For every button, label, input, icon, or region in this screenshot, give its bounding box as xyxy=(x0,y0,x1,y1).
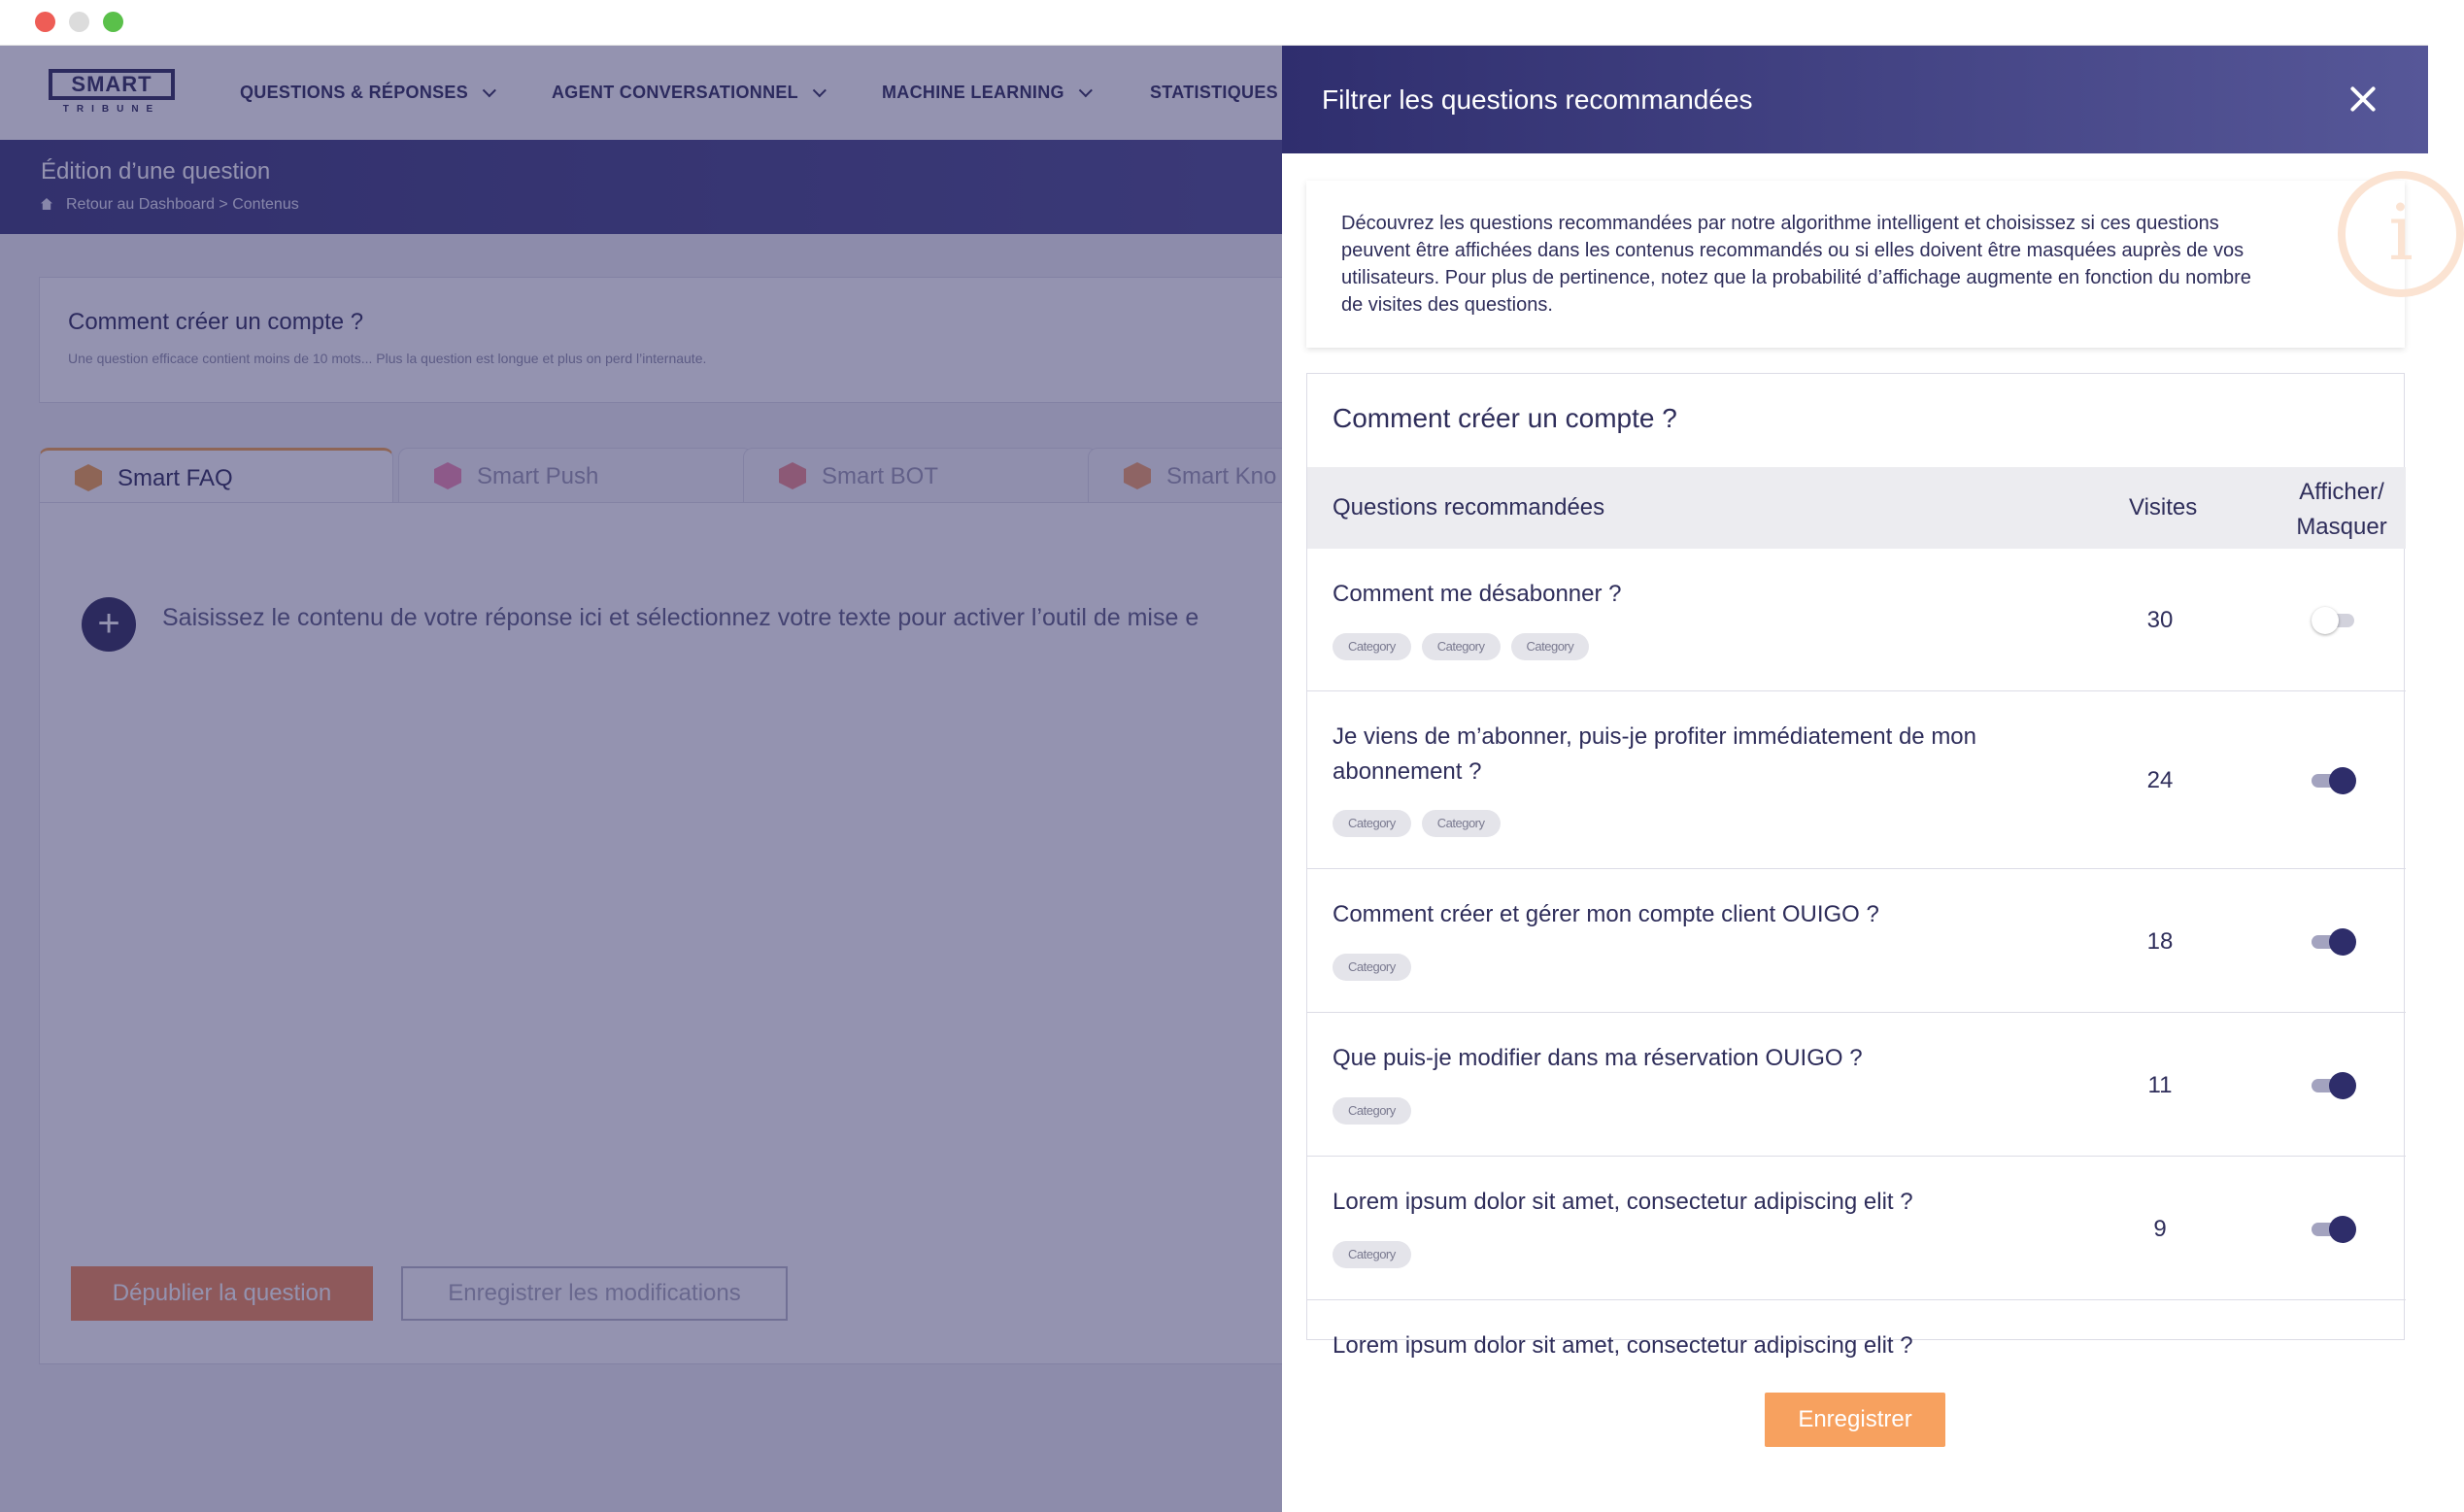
row-tags xyxy=(1333,633,1600,660)
category-tag: Category xyxy=(1333,810,1411,837)
visibility-toggle[interactable] xyxy=(2312,926,2356,958)
recommended-questions-panel xyxy=(1306,373,2405,1359)
table-header xyxy=(1307,467,2406,549)
row-question[interactable]: Comment créer et gérer mon compte client OUIGO ? xyxy=(1333,901,1879,927)
row-tags xyxy=(1333,954,1422,981)
row-question[interactable]: Je viens de m’abonner, puis-je profiter immédiatement de mon abonnement ? xyxy=(1333,723,1976,785)
table-row xyxy=(1307,869,2406,1013)
panel-title: Comment créer un compte ? xyxy=(1333,403,1677,433)
column-header-visits: Visites xyxy=(2129,494,2198,521)
row-visits: 24 xyxy=(2146,767,2174,793)
row-visits: 11 xyxy=(2147,1072,2173,1098)
window-titlebar xyxy=(0,0,2428,46)
category-tag: Category xyxy=(1511,633,1590,660)
modal-overlay[interactable] xyxy=(0,46,1282,1512)
category-tag: Category xyxy=(1333,954,1411,981)
drawer-header xyxy=(1282,46,2428,153)
visibility-toggle[interactable] xyxy=(2312,605,2356,636)
close-window-button[interactable] xyxy=(35,12,55,32)
visibility-toggle[interactable] xyxy=(2312,1214,2356,1245)
category-tag: Category xyxy=(1422,633,1501,660)
info-text: Découvrez les questions recommandées par notre algorithme intelligent et choisissez si ces questions peuvent être affichées dans les contenus recommandés ou si elles doivent être masquées auprès de vos utilisateurs. Pour plus de pertinence, notez que la probabilité d’affichage augmente en fonction du nombre de visites des questions. xyxy=(1341,213,2251,316)
row-question[interactable]: Lorem ipsum dolor sit amet, consectetur adipiscing elit ? xyxy=(1333,1189,1913,1215)
category-tag: Category xyxy=(1333,633,1411,660)
category-tag: Category xyxy=(1333,1241,1411,1268)
row-tags xyxy=(1333,810,1511,837)
column-header-toggle: Afficher/ Masquer xyxy=(2296,479,2387,540)
maximize-window-button[interactable] xyxy=(103,12,123,32)
table-row xyxy=(1307,1013,2406,1157)
info-icon: i xyxy=(2338,171,2464,297)
table-row xyxy=(1307,691,2406,869)
filter-drawer xyxy=(1282,46,2428,1512)
table-row xyxy=(1307,1157,2406,1300)
visibility-toggle[interactable] xyxy=(2312,765,2356,796)
column-header-questions: Questions recommandées xyxy=(1333,494,1605,521)
row-visits: 9 xyxy=(2153,1216,2167,1242)
row-question[interactable]: Comment me désabonner ? xyxy=(1333,581,1622,607)
row-visits: 30 xyxy=(2146,607,2174,633)
save-button[interactable]: Enregistrer xyxy=(1765,1393,1945,1447)
drawer-title: Filtrer les questions recommandées xyxy=(1322,84,1753,115)
row-tags xyxy=(1333,1097,1422,1125)
minimize-window-button[interactable] xyxy=(69,12,89,32)
category-tag: Category xyxy=(1333,1097,1411,1125)
close-icon[interactable] xyxy=(2346,83,2380,116)
category-tag: Category xyxy=(1422,810,1501,837)
row-question[interactable]: Que puis-je modifier dans ma réservation OUIGO ? xyxy=(1333,1045,1863,1071)
table-row xyxy=(1307,549,2406,691)
row-visits: 18 xyxy=(2146,928,2174,955)
row-question[interactable]: Lorem ipsum dolor sit amet, consectetur adipiscing elit ? xyxy=(1333,1332,1913,1359)
visibility-toggle[interactable] xyxy=(2312,1070,2356,1101)
info-box xyxy=(1306,181,2413,348)
row-tags xyxy=(1333,1241,1422,1268)
